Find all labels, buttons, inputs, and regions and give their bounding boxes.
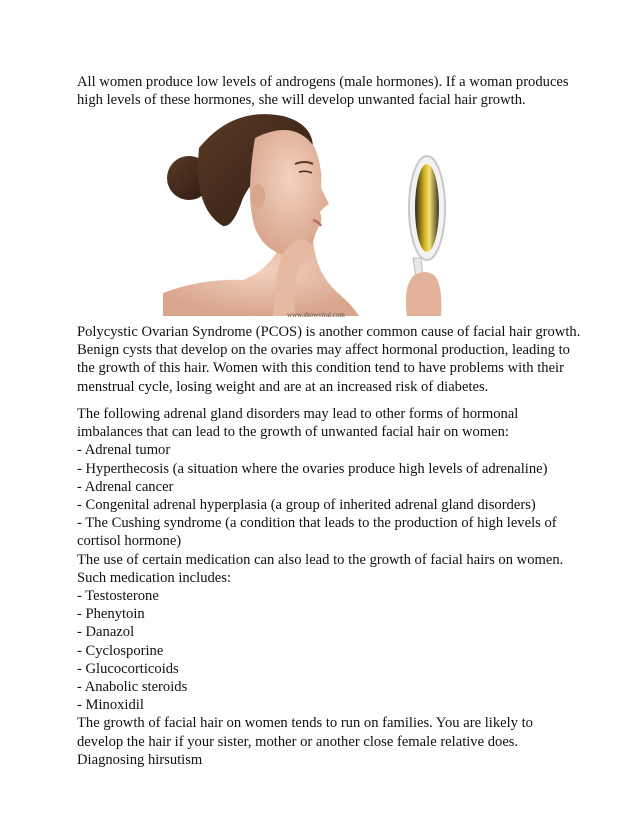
intro-paragraph: All women produce low levels of androgens (male hormones). If a woman produces high levels of these hormones, she will develop unwanted facial hair growth. (77, 74, 569, 109)
photo-watermark: www.showviral.com (287, 311, 345, 319)
woman-with-hand-mirror-photo (163, 108, 457, 316)
pcos-paragraph: Polycystic Ovarian Syndrome (PCOS) is another common cause of facial hair growth. Benign cysts that develop on the ovaries may affect hormonal production, leading to the growth of this hair. Women with this condition tend to have problems with their menstrual cycle, losing weight and are at an increased risk of diabetes. (77, 324, 581, 395)
photo-illustration (163, 108, 457, 316)
adrenal-and-medication-section: The following adrenal gland disorders may lead to other forms of hormonal imbalances that can lead to the growth of unwanted facial hair on women: - Adrenal tumor - Hyperthecosis (a situation where the ovaries produce high levels of adrenaline) - Adrenal cancer - Congenital adrenal hyperplasia (a group of inherited adrenal gland disorders) - The Cushing syndrome (a condition that leads to the production of high levels of cortisol hormone) The use of certain medication can also lead to the growth of facial hairs on women. Such medication includes: - Testosterone - Phenytoin - Danazol - Cyclosporine - Glucocorticoids - Anabolic steroids - Minoxidil The growth of facial hair on women tends to run on families. You are likely to develop the hair if your sister, mother or another close female relative does. Diagnosing hirsutism (77, 406, 564, 768)
